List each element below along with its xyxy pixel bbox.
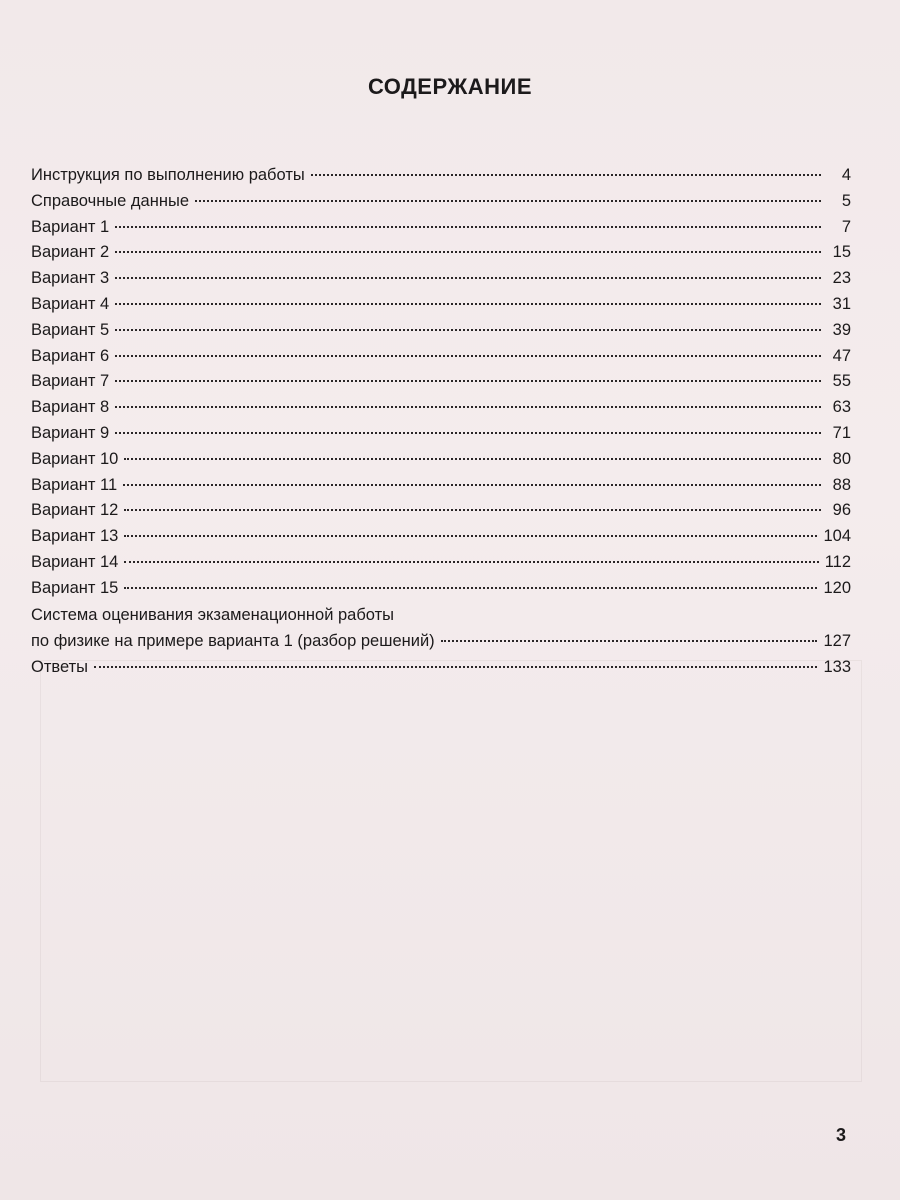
toc-label: Ответы: [31, 657, 89, 676]
toc-entry: [31, 473, 851, 499]
toc-page-number: 80: [832, 449, 851, 468]
toc-page-number: 55: [832, 372, 851, 391]
toc-leader-dots: [115, 379, 821, 382]
toc-page-number: 63: [832, 398, 851, 417]
toc-leader-dots: [124, 508, 821, 511]
toc-page-number: 39: [832, 320, 851, 339]
toc-entry: [31, 447, 851, 473]
toc-label: Система оценивания экзаменационной работы: [31, 605, 395, 624]
toc-label: Вариант 14: [31, 552, 119, 571]
toc-label: Вариант 11: [31, 475, 118, 494]
toc-page-number: 15: [832, 243, 851, 262]
toc-page-number: 88: [832, 475, 851, 494]
toc-label: Вариант 10: [31, 449, 119, 468]
toc-entry: [31, 344, 851, 370]
toc-page-number: 112: [824, 552, 851, 571]
toc-entry: [31, 498, 851, 524]
toc-label: Вариант 9: [31, 423, 110, 442]
toc-leader-dots: [441, 639, 818, 642]
toc-entry: [31, 215, 851, 241]
toc-entry: [31, 576, 851, 602]
toc-leader-dots: [115, 225, 821, 228]
toc-label: Инструкция по выполнению работы: [31, 166, 305, 184]
toc-page-number: 127: [823, 631, 851, 650]
toc-label: Вариант 5: [31, 320, 110, 339]
toc-label: Вариант 3: [31, 269, 110, 288]
toc-page-number: 47: [832, 346, 851, 365]
toc-label: по физике на примере варианта 1 (разбор решений): [31, 631, 435, 650]
toc-entry: [31, 318, 851, 344]
toc-page-number: 23: [832, 269, 851, 288]
toc-label: Вариант 7: [31, 372, 110, 391]
toc-leader-dots: [124, 534, 817, 537]
toc-entry: [31, 421, 851, 447]
toc-page-number: 71: [832, 423, 851, 442]
toc-leader-dots: [94, 665, 817, 668]
toc-leader-dots: [195, 199, 821, 202]
toc-label: Вариант 4: [31, 294, 110, 313]
toc-entry: [31, 266, 851, 292]
toc-page-number: 5: [841, 191, 851, 210]
toc-leader-dots: [124, 586, 817, 589]
toc-label: Вариант 8: [31, 398, 110, 417]
toc-entry-system: [31, 602, 851, 655]
toc-page-number: 133: [823, 657, 851, 676]
toc-entry: [31, 189, 851, 215]
toc-leader-dots: [123, 483, 821, 486]
bleed-through-table: [40, 660, 862, 1082]
toc-label: Вариант 12: [31, 501, 119, 520]
toc-leader-dots: [115, 302, 821, 305]
toc-entry: [31, 369, 851, 395]
toc-entry-answers: [31, 655, 851, 681]
toc-label: Справочные данные: [31, 191, 189, 210]
toc-label: Вариант 6: [31, 346, 110, 365]
toc-label: Вариант 13: [31, 527, 119, 546]
toc-leader-dots: [124, 560, 818, 563]
toc-entry: [31, 395, 851, 421]
toc-leader-dots: [115, 354, 821, 357]
page-number: 3: [836, 1125, 847, 1145]
table-of-contents: [31, 163, 851, 680]
toc-label: Вариант 1: [31, 217, 110, 236]
toc-page-number: 96: [832, 501, 851, 520]
toc-leader-dots: [115, 328, 821, 331]
toc-entry: [31, 163, 851, 189]
toc-entry: [31, 292, 851, 318]
toc-leader-dots: [115, 250, 821, 253]
toc-page-number: 7: [841, 217, 851, 236]
toc-entry: [31, 240, 851, 266]
toc-page-number: 104: [823, 527, 851, 546]
toc-label: Вариант 2: [31, 243, 110, 262]
toc-label: Вариант 15: [31, 578, 119, 597]
toc-leader-dots: [124, 457, 821, 460]
toc-entry: [31, 524, 851, 550]
toc-page-number: 31: [832, 294, 851, 313]
toc-leader-dots: [311, 173, 821, 176]
toc-leader-dots: [115, 405, 821, 408]
page-title: СОДЕРЖАНИЕ: [367, 74, 533, 99]
toc-leader-dots: [115, 276, 821, 279]
toc-entry: [31, 550, 851, 576]
toc-page-number: 120: [823, 578, 851, 597]
toc-page-number: 4: [841, 166, 851, 184]
toc-leader-dots: [115, 431, 821, 434]
